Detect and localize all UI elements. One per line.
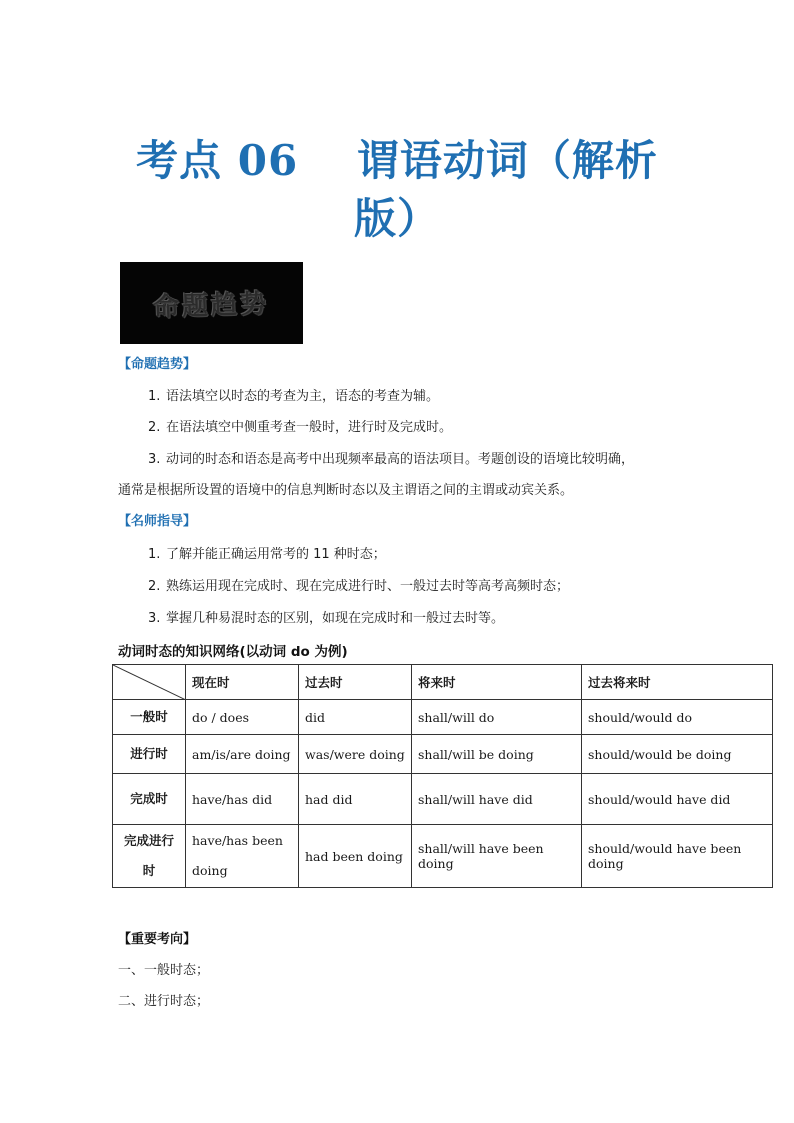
column-header-past: 过去时 bbox=[299, 665, 412, 700]
guide-item-1-number: 1. bbox=[148, 547, 161, 562]
table-cell-line-1: have/has been bbox=[192, 833, 283, 848]
table-cell: should/would be doing bbox=[582, 735, 773, 774]
row-header: 完成时 bbox=[113, 774, 186, 825]
page-title-line-2: 版） bbox=[353, 194, 440, 243]
row-header: 一般时 bbox=[113, 700, 186, 735]
row-header bbox=[113, 825, 186, 888]
table-row bbox=[113, 735, 773, 774]
guide-item-1-text: 了解并能正确运用常考的 11 种时态； bbox=[166, 547, 386, 562]
table-cell: shall/will have did bbox=[412, 774, 582, 825]
table-header-row bbox=[113, 665, 773, 700]
trend-item-1 bbox=[148, 385, 439, 404]
tense-table bbox=[112, 664, 773, 888]
trend-item-3-text: 动词的时态和语态是高考中出现频率最高的语法项目。考题创设的语境比较明确， bbox=[166, 452, 635, 467]
trend-item-3 bbox=[148, 448, 634, 467]
focus-item-1: 一、一般时态； bbox=[118, 963, 210, 978]
guide-item-2-number: 2. bbox=[148, 579, 161, 594]
page-title bbox=[110, 132, 684, 248]
table-row bbox=[113, 825, 773, 888]
table-cell: should/would have did bbox=[582, 774, 773, 825]
guide-heading: 【名师指导】 bbox=[118, 514, 197, 529]
table-cell: should/would have been doing bbox=[582, 825, 773, 888]
table-cell: had did bbox=[299, 774, 412, 825]
guide-item-3 bbox=[148, 607, 504, 626]
table-cell-line-2: doing bbox=[192, 863, 228, 878]
trend-item-2 bbox=[148, 416, 452, 435]
guide-item-3-number: 3. bbox=[148, 611, 161, 626]
row-header-line-2: 时 bbox=[142, 863, 156, 878]
diagonal-line-icon bbox=[113, 665, 186, 700]
guide-item-3-text: 掌握几种易混时态的区别，如现在完成时和一般过去时等。 bbox=[166, 611, 505, 626]
table-cell bbox=[186, 825, 299, 888]
table-cell: shall/will do bbox=[412, 700, 582, 735]
guide-item-2-text: 熟练运用现在完成时、现在完成进行时、一般过去时等高考高频时态； bbox=[166, 579, 570, 594]
guide-item-2 bbox=[148, 575, 569, 594]
trend-item-1-text: 语法填空以时态的考查为主，语态的考查为辅。 bbox=[166, 389, 440, 404]
table-row bbox=[113, 774, 773, 825]
column-header-present: 现在时 bbox=[186, 665, 299, 700]
table-heading: 动词时态的知识网络(以动词 do 为例) bbox=[118, 644, 348, 660]
table-cell: do / does bbox=[186, 700, 299, 735]
column-header-past-future: 过去将来时 bbox=[582, 665, 773, 700]
table-cell: had been doing bbox=[299, 825, 412, 888]
table-cell: shall/will be doing bbox=[412, 735, 582, 774]
column-header-future: 将来时 bbox=[412, 665, 582, 700]
trend-item-3-number: 3. bbox=[148, 452, 161, 467]
table-cell: shall/will have been doing bbox=[412, 825, 582, 888]
table-cell: did bbox=[299, 700, 412, 735]
focus-heading: 【重要考向】 bbox=[118, 932, 197, 947]
page-title-line-1: 考点 06 谓语动词（解析 bbox=[136, 136, 658, 185]
table-row bbox=[113, 700, 773, 735]
table-cell: should/would do bbox=[582, 700, 773, 735]
table-corner-cell bbox=[113, 665, 186, 700]
banner-image bbox=[120, 262, 303, 344]
row-header: 进行时 bbox=[113, 735, 186, 774]
guide-item-1 bbox=[148, 543, 386, 562]
trend-item-2-number: 2. bbox=[148, 420, 161, 435]
table-cell: am/is/are doing bbox=[186, 735, 299, 774]
focus-item-2: 二、进行时态； bbox=[118, 994, 210, 1009]
banner-text: 命题趋势 bbox=[153, 288, 271, 323]
table-cell: have/has did bbox=[186, 774, 299, 825]
trend-heading: 【命题趋势】 bbox=[118, 357, 197, 372]
trend-item-1-number: 1. bbox=[148, 389, 161, 404]
trend-item-3-continuation: 通常是根据所设置的语境中的信息判断时态以及主谓语之间的主谓或动宾关系。 bbox=[118, 483, 574, 498]
trend-item-2-text: 在语法填空中侧重考查一般时，进行时及完成时。 bbox=[166, 420, 453, 435]
row-header-line-1: 完成进行 bbox=[123, 833, 174, 848]
table-cell: was/were doing bbox=[299, 735, 412, 774]
